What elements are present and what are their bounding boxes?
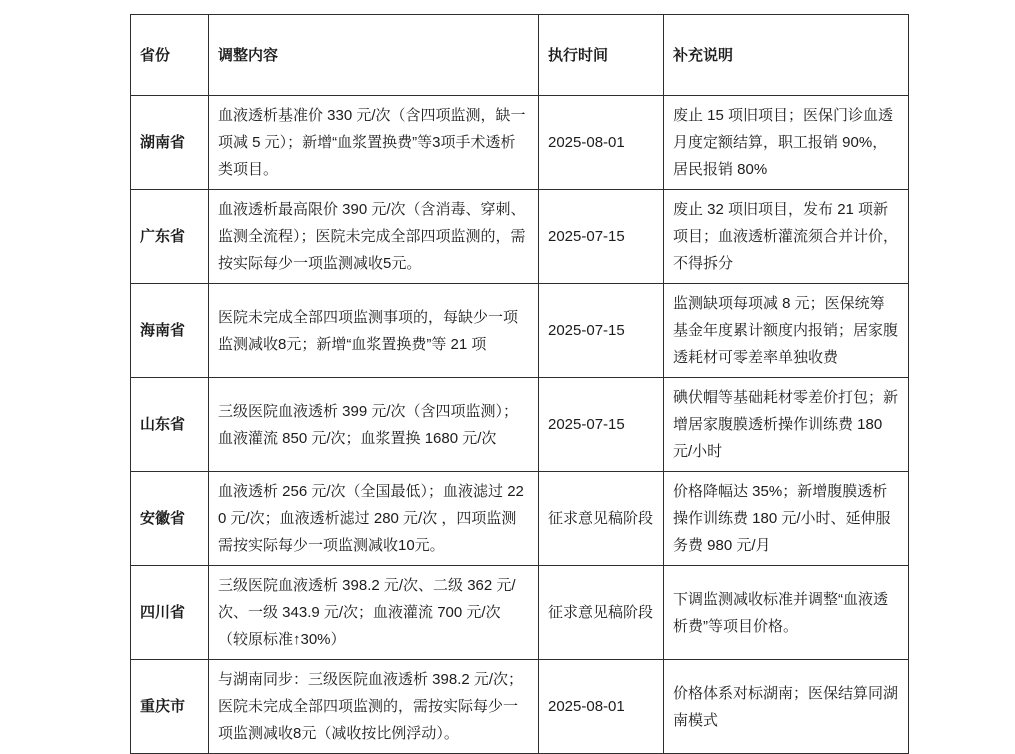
- note-cell: 价格体系对标湖南；医保结算同湖南模式: [664, 660, 909, 754]
- time-cell: 2025-07-15: [539, 190, 664, 284]
- column-header-province: 省份: [131, 15, 209, 96]
- note-cell: 监测缺项每项减 8 元；医保统筹基金年度累计额度内报销；居家腹透耗材可零差率单独收费: [664, 284, 909, 378]
- content-cell: 血液透析基准价 330 元/次（含四项监测，缺一项减 5 元）；新增“血浆置换费”等3项手术透析类项目。: [209, 96, 539, 190]
- table-row-hainan: [131, 284, 909, 378]
- time-cell: 2025-07-15: [539, 284, 664, 378]
- column-header-content: 调整内容: [209, 15, 539, 96]
- content-cell: 与湖南同步：三级医院血液透析 398.2 元/次；医院未完成全部四项监测的，需按实际每少一项监测减收8元（减收按比例浮动）。: [209, 660, 539, 754]
- table-row-hunan: [131, 96, 909, 190]
- table-row-guangdong: [131, 190, 909, 284]
- province-cell: 重庆市: [131, 660, 209, 754]
- dialysis-price-adjustment-table: [130, 14, 909, 754]
- table-row-sichuan: [131, 566, 909, 660]
- content-cell: 医院未完成全部四项监测事项的，每缺少一项监测减收8元；新增“血浆置换费”等 21 项: [209, 284, 539, 378]
- content-cell: 三级医院血液透析 399 元/次（含四项监测）；血液灌流 850 元/次；血浆置换 1680 元/次: [209, 378, 539, 472]
- note-cell: 废止 32 项旧项目，发布 21 项新项目；血液透析灌流须合并计价，不得拆分: [664, 190, 909, 284]
- time-cell: 征求意见稿阶段: [539, 472, 664, 566]
- time-cell: 2025-07-15: [539, 378, 664, 472]
- note-cell: 下调监测减收标准并调整“血液透析费”等项目价格。: [664, 566, 909, 660]
- province-cell: 安徽省: [131, 472, 209, 566]
- content-cell: 血液透析最高限价 390 元/次（含消毒、穿刺、监测全流程）；医院未完成全部四项监测的，需按实际每少一项监测减收5元。: [209, 190, 539, 284]
- content-cell: 三级医院血液透析 398.2 元/次、二级 362 元/次、一级 343.9 元/次；血液灌流 700 元/次（较原标准↑30%）: [209, 566, 539, 660]
- table-row-chongqing: [131, 660, 909, 754]
- province-cell: 山东省: [131, 378, 209, 472]
- province-cell: 湖南省: [131, 96, 209, 190]
- note-cell: 价格降幅达 35%；新增腹膜透析操作训练费 180 元/小时、延伸服务费 980 元/月: [664, 472, 909, 566]
- province-cell: 海南省: [131, 284, 209, 378]
- time-cell: 2025-08-01: [539, 96, 664, 190]
- header-row: [131, 15, 909, 96]
- note-cell: 废止 15 项旧项目；医保门诊血透月度定额结算，职工报销 90%，居民报销 80%: [664, 96, 909, 190]
- table-row-anhui: [131, 472, 909, 566]
- table-row-shandong: [131, 378, 909, 472]
- province-cell: 四川省: [131, 566, 209, 660]
- column-header-note: 补充说明: [664, 15, 909, 96]
- content-cell: 血液透析 256 元/次（全国最低）；血液滤过 220 元/次；血液透析滤过 280 元/次 ，四项监测需按实际每少一项监测减收10元。: [209, 472, 539, 566]
- province-cell: 广东省: [131, 190, 209, 284]
- note-cell: 碘伏帽等基础耗材零差价打包；新增居家腹膜透析操作训练费 180 元/小时: [664, 378, 909, 472]
- time-cell: 2025-08-01: [539, 660, 664, 754]
- column-header-time: 执行时间: [539, 15, 664, 96]
- time-cell: 征求意见稿阶段: [539, 566, 664, 660]
